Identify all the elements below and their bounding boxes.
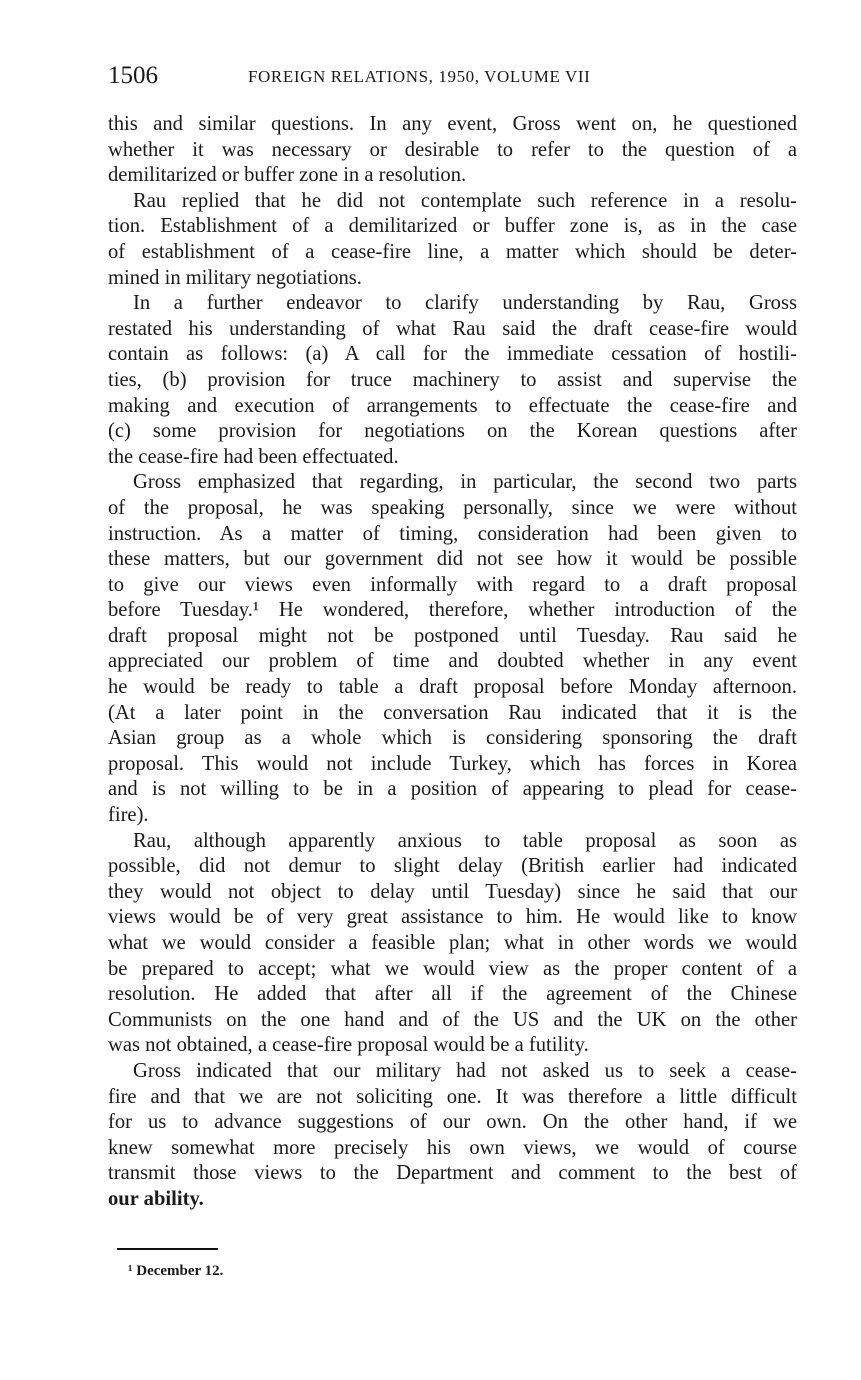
footnote-rule <box>117 1248 218 1250</box>
text-line: of establishment of a cease-fire line, a matter which should be deter- <box>108 240 797 263</box>
text-line: ties, (b) provision for truce machinery to assist and supervise the <box>108 368 797 391</box>
text-line: restated his understanding of what Rau said the draft cease-fire would <box>108 317 797 340</box>
text-line: Gross emphasized that regarding, in particular, the second two parts <box>133 471 797 494</box>
text-line: instruction. As a matter of timing, consideration had been given to <box>108 522 797 545</box>
text-line: Communists on the one hand and of the US and the UK on the other <box>108 1008 797 1031</box>
text-line: making and execution of arrangements to effectuate the cease-fire and <box>108 394 797 417</box>
text-line: resolution. He added that after all if the agreement of the Chinese <box>108 983 797 1006</box>
paragraph <box>108 1059 797 1213</box>
text-line: (At a later point in the conversation Rau indicated that it is the <box>108 701 797 724</box>
paragraph <box>108 112 797 189</box>
text-line: for us to advance suggestions of our own. On the other hand, if we <box>108 1111 797 1134</box>
running-title: FOREIGN RELATIONS, 1950, VOLUME VII <box>248 67 591 86</box>
text-line: proposal. This would not include Turkey, which has forces in Korea <box>108 752 797 775</box>
text-line: Rau, although apparently anxious to table proposal as soon as <box>133 829 797 852</box>
text-line: Gross indicated that our military had not asked us to seek a cease- <box>133 1059 797 1082</box>
text-line: possible, did not demur to slight delay (British earlier had indicated <box>108 855 797 878</box>
text-line: be prepared to accept; what we would view as the proper content of a <box>108 957 797 980</box>
text-line: and is not willing to be in a position of appearing to plead for cease- <box>108 778 797 801</box>
text-line: views would be of very great assistance to him. He would like to know <box>108 906 797 929</box>
text-line: appreciated our problem of time and doubted whether in any event <box>108 650 797 673</box>
text-line: of the proposal, he was speaking personally, since we were without <box>108 496 797 519</box>
paragraph <box>108 291 797 470</box>
text-line: knew somewhat more precisely his own views, we would of course <box>108 1136 797 1159</box>
text-line: these matters, but our government did not see how it would be possible <box>108 548 797 571</box>
page-header <box>108 62 798 92</box>
footnote: ¹ December 12. <box>128 1263 224 1279</box>
text-line: our ability. <box>108 1187 204 1210</box>
text-line: fire). <box>108 804 149 827</box>
text-line: (c) some provision for negotiations on the Korean questions after <box>108 420 797 443</box>
document-body <box>108 112 797 1213</box>
text-line: tion. Establishment of a demilitarized or buffer zone is, as in the case <box>108 215 797 238</box>
text-line: what we would consider a feasible plan; what in other words we would <box>108 932 797 954</box>
text-line: Rau replied that he did not contemplate such reference in a resolu- <box>133 189 797 212</box>
text-line: he would be ready to table a draft proposal before Monday afternoon. <box>108 676 797 699</box>
text-line: they would not object to delay until Tuesday) since he said that our <box>108 880 797 903</box>
page-number: 1506 <box>108 62 158 89</box>
text-line: fire and that we are not soliciting one. It was therefore a little difficult <box>108 1085 797 1108</box>
paragraph <box>108 829 797 1059</box>
text-line: demilitarized or buffer zone in a resolution. <box>108 164 467 187</box>
text-line: draft proposal might not be postponed until Tuesday. Rau said he <box>108 624 797 647</box>
text-line: to give our views even informally with regard to a draft proposal <box>108 573 797 596</box>
paragraph <box>108 470 797 828</box>
text-line: the cease-fire had been effectuated. <box>108 445 399 468</box>
text-line: transmit those views to the Department and comment to the best of <box>108 1162 797 1185</box>
text-line: mined in military negotiations. <box>108 266 362 289</box>
text-line: this and similar questions. In any event, Gross went on, he questioned <box>108 113 797 135</box>
paragraph <box>108 189 797 291</box>
text-line: contain as follows: (a) A call for the immediate cessation of hostili- <box>108 343 797 366</box>
text-line: Asian group as a whole which is considering sponsoring the draft <box>108 727 797 750</box>
text-line: before Tuesday.¹ He wondered, therefore, whether introduction of the <box>108 599 797 622</box>
text-line: In a further endeavor to clarify understanding by Rau, Gross <box>133 292 797 315</box>
text-line: whether it was necessary or desirable to refer to the question of a <box>108 138 797 161</box>
text-line: was not obtained, a cease-fire proposal would be a futility. <box>108 1034 589 1057</box>
